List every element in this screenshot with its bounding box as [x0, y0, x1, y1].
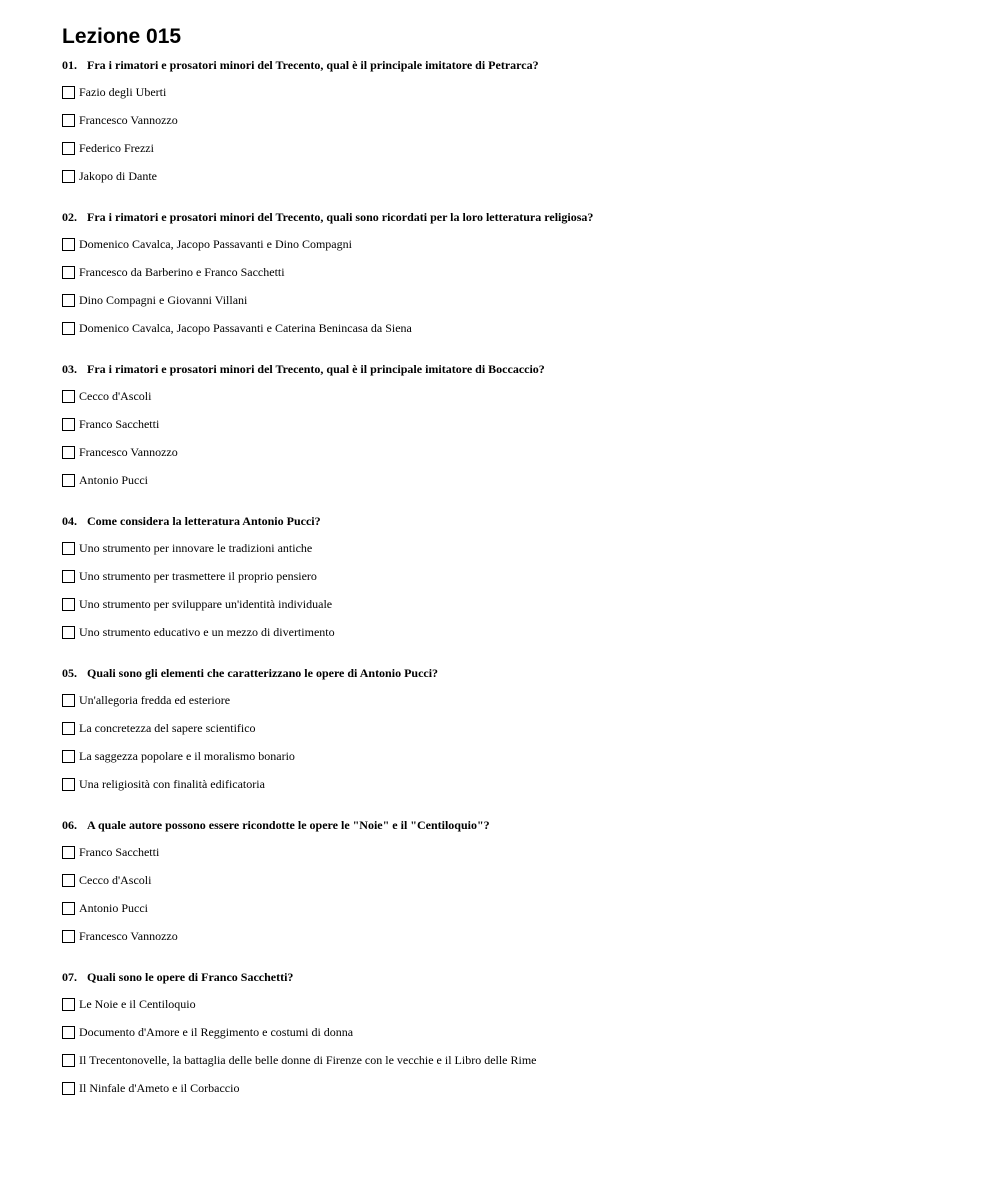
answer-option[interactable] — [62, 1024, 962, 1040]
answer-checkbox[interactable] — [62, 598, 75, 611]
question-block — [62, 361, 962, 488]
answer-option[interactable] — [62, 776, 962, 792]
answer-checkbox[interactable] — [62, 114, 75, 127]
answer-checkbox[interactable] — [62, 294, 75, 307]
answer-label: Una religiosità con finalità edificatoria — [79, 777, 265, 791]
answer-option[interactable] — [62, 84, 962, 100]
answer-label: Uno strumento per sviluppare un'identità individuale — [79, 597, 333, 611]
answer-option[interactable] — [62, 844, 962, 860]
answer-label: Uno strumento per innovare le tradizioni antiche — [79, 541, 313, 555]
question-label: Fra i rimatori e prosatori minori del Trecento, quali sono ricordati per la loro letteratura religiosa? — [87, 210, 594, 224]
question-text — [62, 817, 962, 833]
answer-checkbox[interactable] — [62, 998, 75, 1011]
answer-label: Francesco Vannozzo — [79, 929, 178, 943]
question-block — [62, 57, 962, 184]
answer-checkbox[interactable] — [62, 902, 75, 915]
answer-checkbox[interactable] — [62, 390, 75, 403]
answer-label: Antonio Pucci — [79, 901, 148, 915]
answer-label: Il Ninfale d'Ameto e il Corbaccio — [79, 1081, 240, 1095]
answer-label: Domenico Cavalca, Jacopo Passavanti e Caterina Benincasa da Siena — [79, 321, 412, 335]
answer-checkbox[interactable] — [62, 750, 75, 763]
answer-label: Francesco da Barberino e Franco Sacchetti — [79, 265, 285, 279]
question-label: A quale autore possono essere ricondotte le opere le "Noie" e il "Centiloquio"? — [87, 818, 490, 832]
questions-list — [62, 57, 962, 1096]
question-label: Quali sono le opere di Franco Sacchetti? — [87, 970, 294, 984]
answer-checkbox[interactable] — [62, 474, 75, 487]
question-text — [62, 513, 962, 529]
answer-label: Uno strumento educativo e un mezzo di divertimento — [79, 625, 335, 639]
answer-label: La concretezza del sapere scientifico — [79, 721, 256, 735]
answer-option[interactable] — [62, 140, 962, 156]
question-number: 03. — [62, 362, 77, 376]
answer-checkbox[interactable] — [62, 1082, 75, 1095]
answer-checkbox[interactable] — [62, 778, 75, 791]
answer-label: Cecco d'Ascoli — [79, 389, 152, 403]
answer-option[interactable] — [62, 320, 962, 336]
answer-option[interactable] — [62, 264, 962, 280]
answer-label: La saggezza popolare e il moralismo bonario — [79, 749, 295, 763]
quiz-page — [62, 24, 962, 1096]
answer-option[interactable] — [62, 748, 962, 764]
answer-option[interactable] — [62, 1052, 962, 1068]
answer-label: Franco Sacchetti — [79, 845, 160, 859]
answer-checkbox[interactable] — [62, 86, 75, 99]
question-block — [62, 209, 962, 336]
answer-checkbox[interactable] — [62, 266, 75, 279]
answer-checkbox[interactable] — [62, 170, 75, 183]
answer-label: Dino Compagni e Giovanni Villani — [79, 293, 248, 307]
answer-option[interactable] — [62, 692, 962, 708]
answer-checkbox[interactable] — [62, 930, 75, 943]
answer-option[interactable] — [62, 624, 962, 640]
question-block — [62, 665, 962, 792]
answer-checkbox[interactable] — [62, 1054, 75, 1067]
answer-checkbox[interactable] — [62, 846, 75, 859]
answer-option[interactable] — [62, 236, 962, 252]
answer-label: Fazio degli Uberti — [79, 85, 167, 99]
answer-label: Documento d'Amore e il Reggimento e costumi di donna — [79, 1025, 354, 1039]
question-number: 02. — [62, 210, 77, 224]
answer-label: Cecco d'Ascoli — [79, 873, 152, 887]
answer-label: Un'allegoria fredda ed esteriore — [79, 693, 231, 707]
answer-label: Il Trecentonovelle, la battaglia delle belle donne di Firenze con le vecchie e il Libro delle Rime — [79, 1053, 537, 1067]
question-label: Quali sono gli elementi che caratterizzano le opere di Antonio Pucci? — [87, 666, 439, 680]
answer-option[interactable] — [62, 928, 962, 944]
answer-label: Le Noie e il Centiloquio — [79, 997, 196, 1011]
answer-option[interactable] — [62, 596, 962, 612]
answer-option[interactable] — [62, 444, 962, 460]
question-label: Fra i rimatori e prosatori minori del Trecento, qual è il principale imitatore di Boccaccio? — [87, 362, 545, 376]
answer-label: Francesco Vannozzo — [79, 113, 178, 127]
answer-checkbox[interactable] — [62, 722, 75, 735]
question-block — [62, 969, 962, 1096]
answer-label: Federico Frezzi — [79, 141, 154, 155]
answer-checkbox[interactable] — [62, 238, 75, 251]
page-title: Lezione 015 — [62, 25, 182, 48]
answer-checkbox[interactable] — [62, 142, 75, 155]
question-block — [62, 513, 962, 640]
question-number: 06. — [62, 818, 77, 832]
answer-option[interactable] — [62, 996, 962, 1012]
question-number: 07. — [62, 970, 77, 984]
answer-label: Francesco Vannozzo — [79, 445, 178, 459]
question-text — [62, 57, 962, 73]
question-text — [62, 209, 962, 225]
answer-option[interactable] — [62, 1080, 962, 1096]
question-text — [62, 665, 962, 681]
answer-label: Jakopo di Dante — [79, 169, 157, 183]
question-number: 04. — [62, 514, 77, 528]
answer-option[interactable] — [62, 720, 962, 736]
answer-option[interactable] — [62, 388, 962, 404]
answer-label: Franco Sacchetti — [79, 417, 160, 431]
answer-checkbox[interactable] — [62, 418, 75, 431]
answer-option[interactable] — [62, 900, 962, 916]
answer-checkbox[interactable] — [62, 626, 75, 639]
answer-checkbox[interactable] — [62, 570, 75, 583]
answer-checkbox[interactable] — [62, 446, 75, 459]
question-text — [62, 361, 962, 377]
question-text — [62, 969, 962, 985]
answer-checkbox[interactable] — [62, 874, 75, 887]
answer-option[interactable] — [62, 568, 962, 584]
answer-option[interactable] — [62, 416, 962, 432]
answer-label: Domenico Cavalca, Jacopo Passavanti e Dino Compagni — [79, 237, 352, 251]
answer-checkbox[interactable] — [62, 1026, 75, 1039]
answer-label: Uno strumento per trasmettere il proprio pensiero — [79, 569, 317, 583]
answer-option[interactable] — [62, 112, 962, 128]
answer-option[interactable] — [62, 292, 962, 308]
answer-label: Antonio Pucci — [79, 473, 148, 487]
answer-checkbox[interactable] — [62, 694, 75, 707]
answer-checkbox[interactable] — [62, 542, 75, 555]
question-block — [62, 817, 962, 944]
question-label: Fra i rimatori e prosatori minori del Trecento, qual è il principale imitatore di Petrarca? — [87, 58, 539, 72]
answer-option[interactable] — [62, 872, 962, 888]
answer-option[interactable] — [62, 168, 962, 184]
question-label: Come considera la letteratura Antonio Pucci? — [87, 514, 321, 528]
answer-option[interactable] — [62, 472, 962, 488]
answer-checkbox[interactable] — [62, 322, 75, 335]
question-number: 05. — [62, 666, 77, 680]
question-number: 01. — [62, 58, 77, 72]
answer-option[interactable] — [62, 540, 962, 556]
